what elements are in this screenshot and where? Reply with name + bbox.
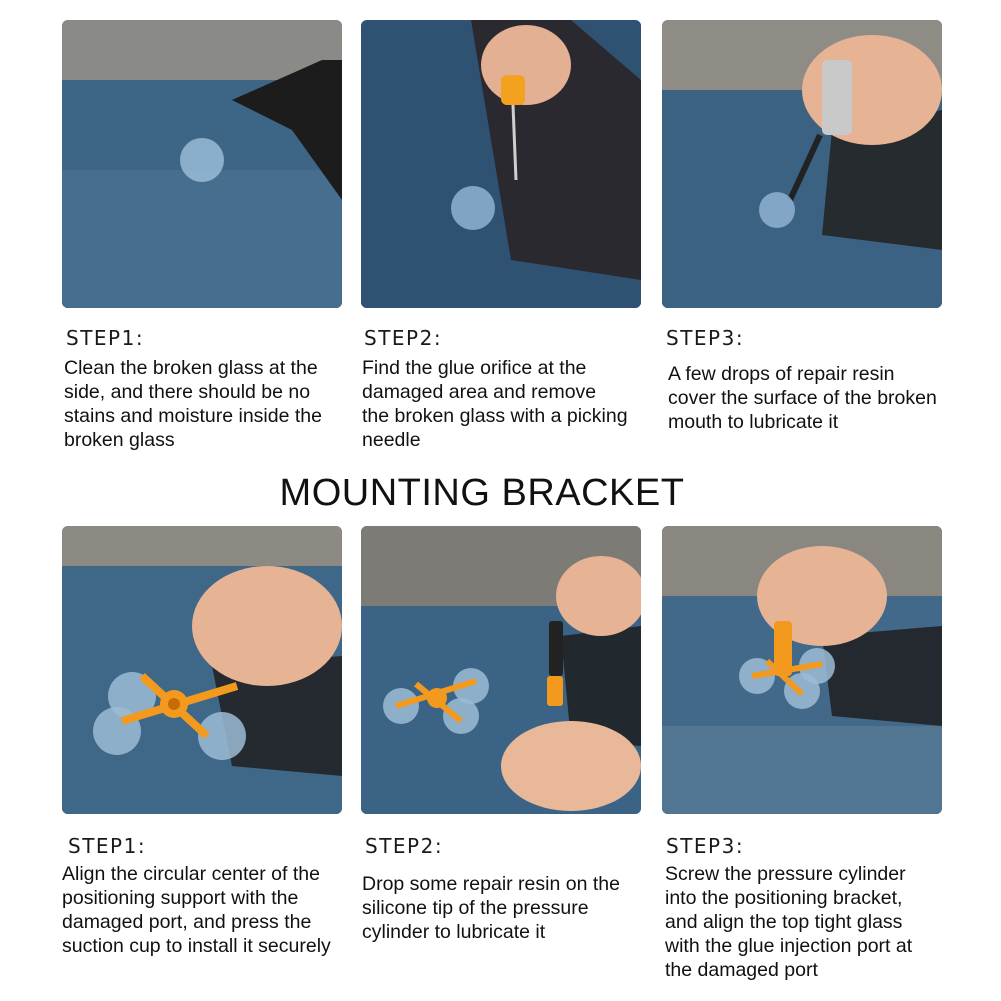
bottom-step3-label: STEP3:	[666, 834, 745, 858]
top-step2-text: Find the glue orifice at the damaged area and remove the broken glass with a picking needle	[362, 357, 628, 451]
bottom-step1-text: Align the circular center of the positioning support with the damaged port, and press the suction cup to install it securely	[62, 863, 331, 957]
bottom-step1-label: STEP1:	[68, 834, 147, 858]
top-step2-label: STEP2:	[364, 326, 443, 350]
top-step1-label: STEP1:	[66, 326, 145, 350]
bottom-step3-text: Screw the pressure cylinder into the positioning bracket, and align the top tight glass with the glue injection port at the damaged port	[665, 863, 913, 981]
photo-bottom-step2	[361, 526, 641, 814]
bottom-step2-label: STEP2:	[365, 834, 444, 858]
section-title: MOUNTING BRACKET	[279, 472, 685, 514]
photo-top-step2	[361, 20, 641, 308]
photo-top-step1	[62, 20, 342, 308]
top-step3-label: STEP3:	[666, 326, 745, 350]
photo-bottom-step3	[662, 526, 942, 814]
top-step1-text: Clean the broken glass at the side, and there should be no stains and moisture inside the broken glass	[64, 357, 322, 451]
top-step3-text: A few drops of repair resin cover the surface of the broken mouth to lubricate it	[668, 363, 937, 433]
photo-bottom-step1	[62, 526, 342, 814]
photo-top-step3	[662, 20, 942, 308]
bottom-step2-text: Drop some repair resin on the silicone tip of the pressure cylinder to lubricate it	[362, 873, 620, 943]
suction-cup-icon	[180, 138, 224, 182]
